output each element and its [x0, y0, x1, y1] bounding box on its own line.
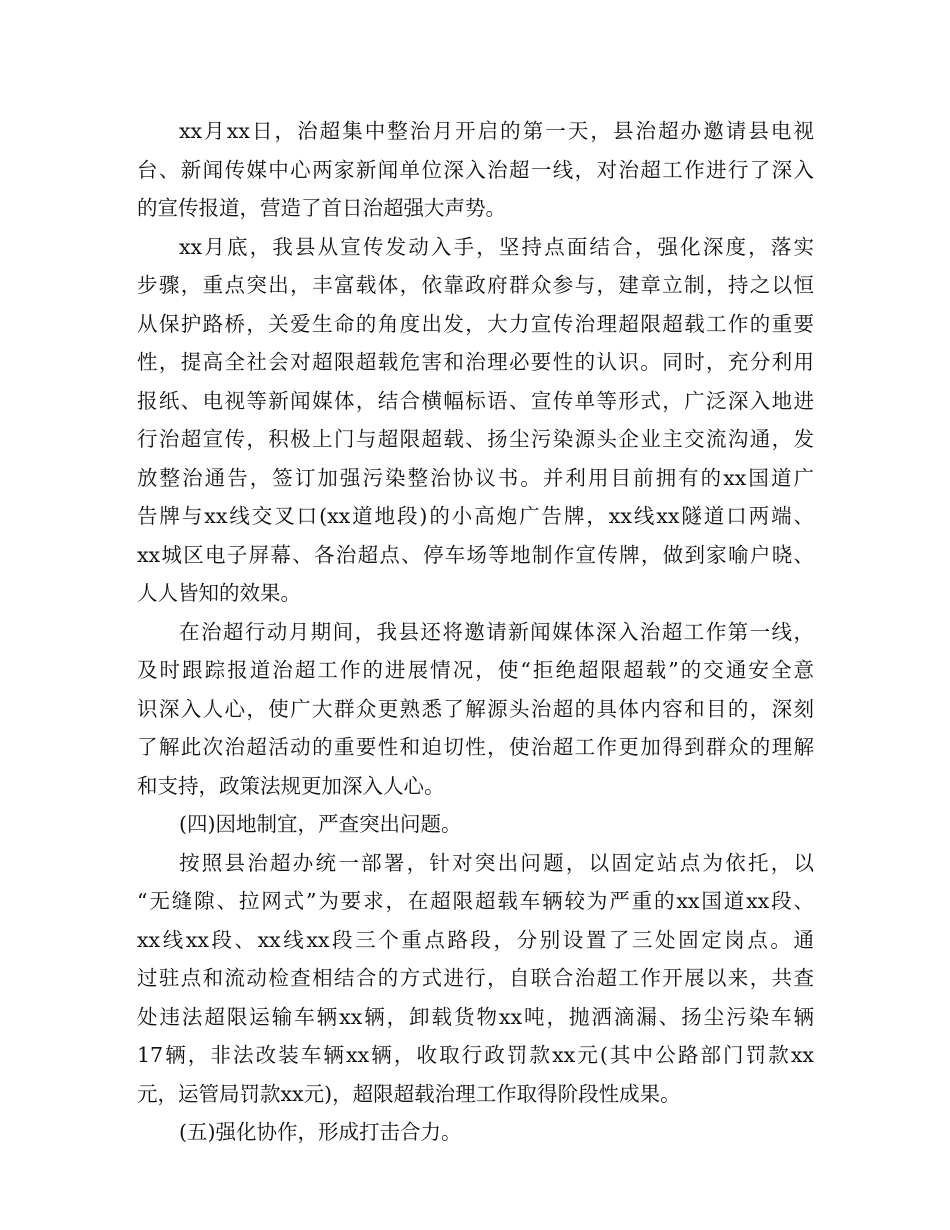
text-line: 步骤，重点突出，丰富载体，依靠政府群众参与，建章立制，持之以恒	[137, 273, 814, 297]
heading-text: (四)因地制宜，严查突出问题。	[179, 812, 462, 836]
heading-text: (五)强化协作，形成打击合力。	[179, 1120, 462, 1144]
text-line: xx城区电子屏幕、各治超点、停车场等地制作宣传牌，做到家喻户晓、	[137, 542, 814, 567]
text-line: 17辆，非法改装车辆xx辆，收取行政罚款xx元(其中公路部门罚款xx	[137, 1043, 814, 1067]
paragraph	[137, 228, 814, 613]
text-line: 的宣传报道，营造了首日治超强大声势。	[137, 196, 506, 220]
text-line: 从保护路桥，关爱生命的角度出发，大力宣传治理超限超载工作的重要	[137, 311, 814, 336]
text-line: 报纸、电视等新闻媒体，结合横幅标语、宣传单等形式，广泛深入地进	[137, 388, 814, 413]
text-line: 台、新闻传媒中心两家新闻单位深入治超一线，对治超工作进行了深入	[137, 157, 814, 182]
text-line: 识深入人心，使广大群众更熟悉了解源头治超的具体内容和目的，深刻	[137, 696, 814, 721]
text-line: 和支持，政策法规更加深入人心。	[137, 773, 445, 798]
text-line: 及时跟踪报道治超工作的进展情况，使“拒绝超限超载”的交通安全意	[137, 658, 814, 682]
text-line: 在治超行动月期间，我县还将邀请新闻媒体深入治超工作第一线，	[179, 619, 814, 644]
paragraph	[137, 613, 814, 806]
text-line: “无缝隙、拉网式”为要求，在超限超载车辆较为严重的xx国道xx段、	[137, 889, 814, 913]
paragraph	[137, 112, 814, 228]
text-line: 放整治通告，签订加强污染整治协议书。并利用目前拥有的xx国道广	[137, 465, 814, 490]
text-line: 过驻点和流动检查相结合的方式进行，自联合治超工作开展以来，共查	[137, 966, 814, 990]
text-line: xx月底，我县从宣传发动入手，坚持点面结合，强化深度，落实	[179, 234, 814, 259]
text-line: 处违法超限运输车辆xx辆，卸载货物xx吨，抛洒滴漏、扬尘污染车辆	[137, 1004, 814, 1029]
text-line: 了解此次治超活动的重要性和迫切性，使治超工作更加得到群众的理解	[137, 735, 814, 759]
paragraph	[137, 844, 814, 1114]
text-line: xx月xx日，治超集中整治月开启的第一天，县治超办邀请县电视	[179, 119, 814, 143]
section-heading	[137, 1113, 814, 1152]
text-line: 告牌与xx线交叉口(xx道地段)的小高炮广告牌，xx线xx隧道口两端、	[137, 504, 814, 528]
text-line: 行治超宣传，积极上门与超限超载、扬尘污染源头企业主交流沟通，发	[137, 427, 814, 451]
text-line: 元，运管局罚款xx元)，超限超载治理工作取得阶段性成果。	[137, 1081, 681, 1106]
text-line: 按照县治超办统一部署，针对突出问题，以固定站点为依托，以	[179, 850, 814, 875]
text-line: xx线xx段、xx线xx段三个重点路段，分别设置了三处固定岗点。通	[137, 927, 814, 952]
text-line: 性，提高全社会对超限超载危害和治理必要性的认识。同时，充分利用	[137, 350, 814, 374]
text-line: 人人皆知的效果。	[137, 581, 301, 605]
section-heading	[137, 805, 814, 844]
